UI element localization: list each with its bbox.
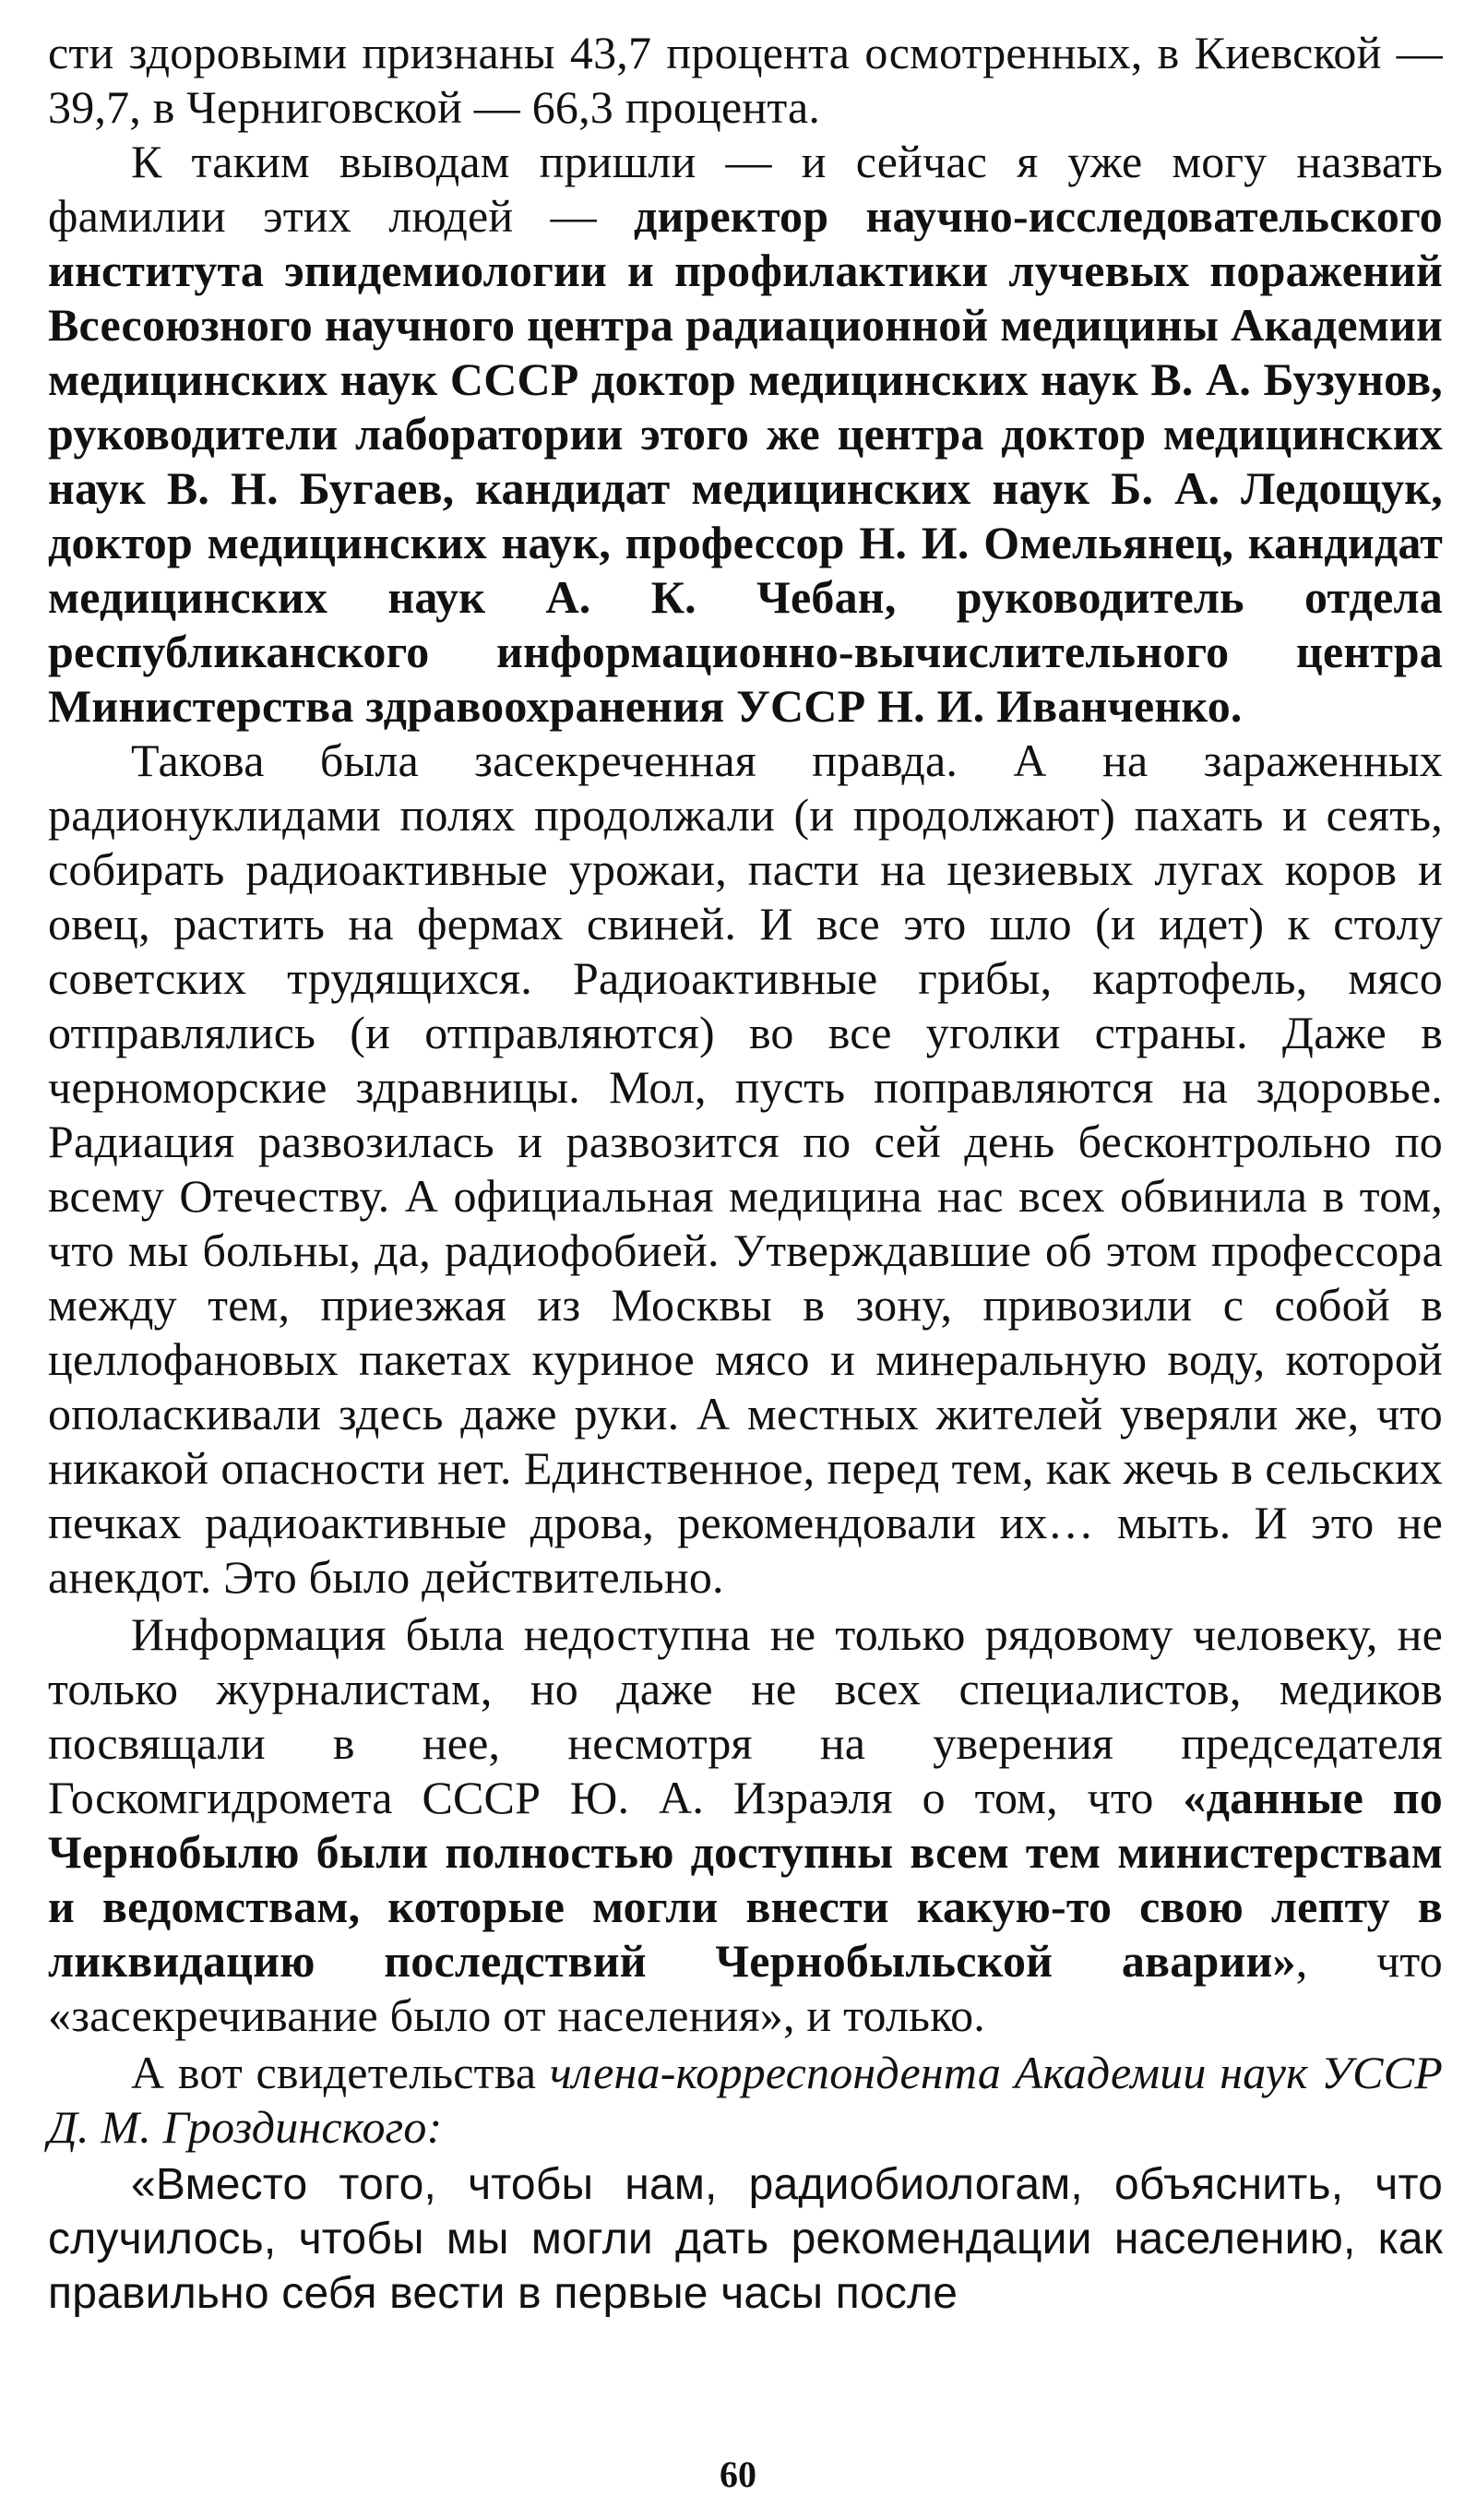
paragraph-4-tail: , что «засекречивание было от населения», и только. (48, 1935, 1443, 2041)
paragraph-4-text: Информация была недоступна не только рядовому человеку, не только журналистам, но даже не всех специалистов, медиков посвящали в нее, несмотря на уверения председателя Госкомгидромета СССР Ю. А. Израэля о том, что (48, 1608, 1443, 1823)
paragraph-5 (48, 2046, 1443, 2155)
page-body (48, 26, 1443, 2321)
paragraph-5-text: А вот свидетельства (131, 2047, 550, 2098)
paragraph-2-bold-names: директор научно-исследовательского института эпидемиологии и профилактики лучевых поражений Всесоюзного научного центра радиационной медицины Академии медицинских наук СССР доктор медицинских наук В. А. Бузунов, руководители лаборатории этого же центра доктор медицинских наук В. Н. Бугаев, кандидат медицинских наук Б. А. Ледощук, доктор медицинских наук, профессор Н. И. Омельянец, кандидат медицинских наук А. К. Чебан, руководитель отдела республиканского информационно-вычислительного центра Министерства здравоохранения УССР Н. И. Иванченко. (48, 190, 1443, 732)
paragraph-4-bold-quote: «данные по Чернобылю были полностью доступны всем тем министерствам и ведомствам, которые могли внести какую-то свою лепту в ликвидацию последствий Чернобыльской аварии» (48, 1772, 1443, 1987)
paragraph-4 (48, 1607, 1443, 2043)
paragraph-3 (48, 734, 1443, 1605)
paragraph-1 (48, 26, 1443, 135)
paragraph-3-text: Такова была засекреченная правда. А на зараженных радионуклидами полях продолжали (и продолжают) пахать и сеять, собирать радиоактивные урожаи, пасти на цезиевых лугах коров и овец, растить на фермах свиней. И все это шло (и идет) к столу советских трудящихся. Радиоактивные грибы, картофель, мясо отправлялись (и отправляются) во все уголки страны. Даже в черноморские здравницы. Мол, пусть поправляются на здоровье. Радиация развозилась и развозится по сей день бесконтрольно по всему Отечеству. А официальная медицина нас всех обвинила в том, что мы больны, да, радиофобией. Утверждавшие об этом профессора между тем, приезжая из Москвы в зону, привозили с собой в целлофановых пакетах куриное мясо и минеральную воду, которой ополаскивали здесь даже руки. А местных жителей уверяли же, что никакой опасности нет. Единственное, перед тем, как жечь в сельских печках радиоактивные дрова, рекомендовали их… мыть. И это не анекдот. Это было действительно. (48, 735, 1443, 1603)
paragraph-1-text: сти здоровыми признаны 43,7 процента осмотренных, в Киевской — 39,7, в Черниговской — 66,3 процента. (48, 27, 1443, 133)
page-number: 60 (720, 2454, 756, 2495)
paragraph-5-italic-attribution: члена-корреспондента Академии наук УССР Д. М. Гроздинского: (48, 2047, 1443, 2153)
paragraph-2 (48, 135, 1443, 734)
paragraph-6-text: «Вместо того, чтобы нам, радиобиологам, объяснить, что случилось, чтобы мы могли дать рекомендации населению, как правильно себя вести в первые часы после (48, 2160, 1443, 2318)
paragraph-2-text: К таким выводам пришли — и сейчас я уже могу назвать фамилии этих людей — (48, 136, 1443, 242)
paragraph-6-quote (48, 2157, 1443, 2321)
